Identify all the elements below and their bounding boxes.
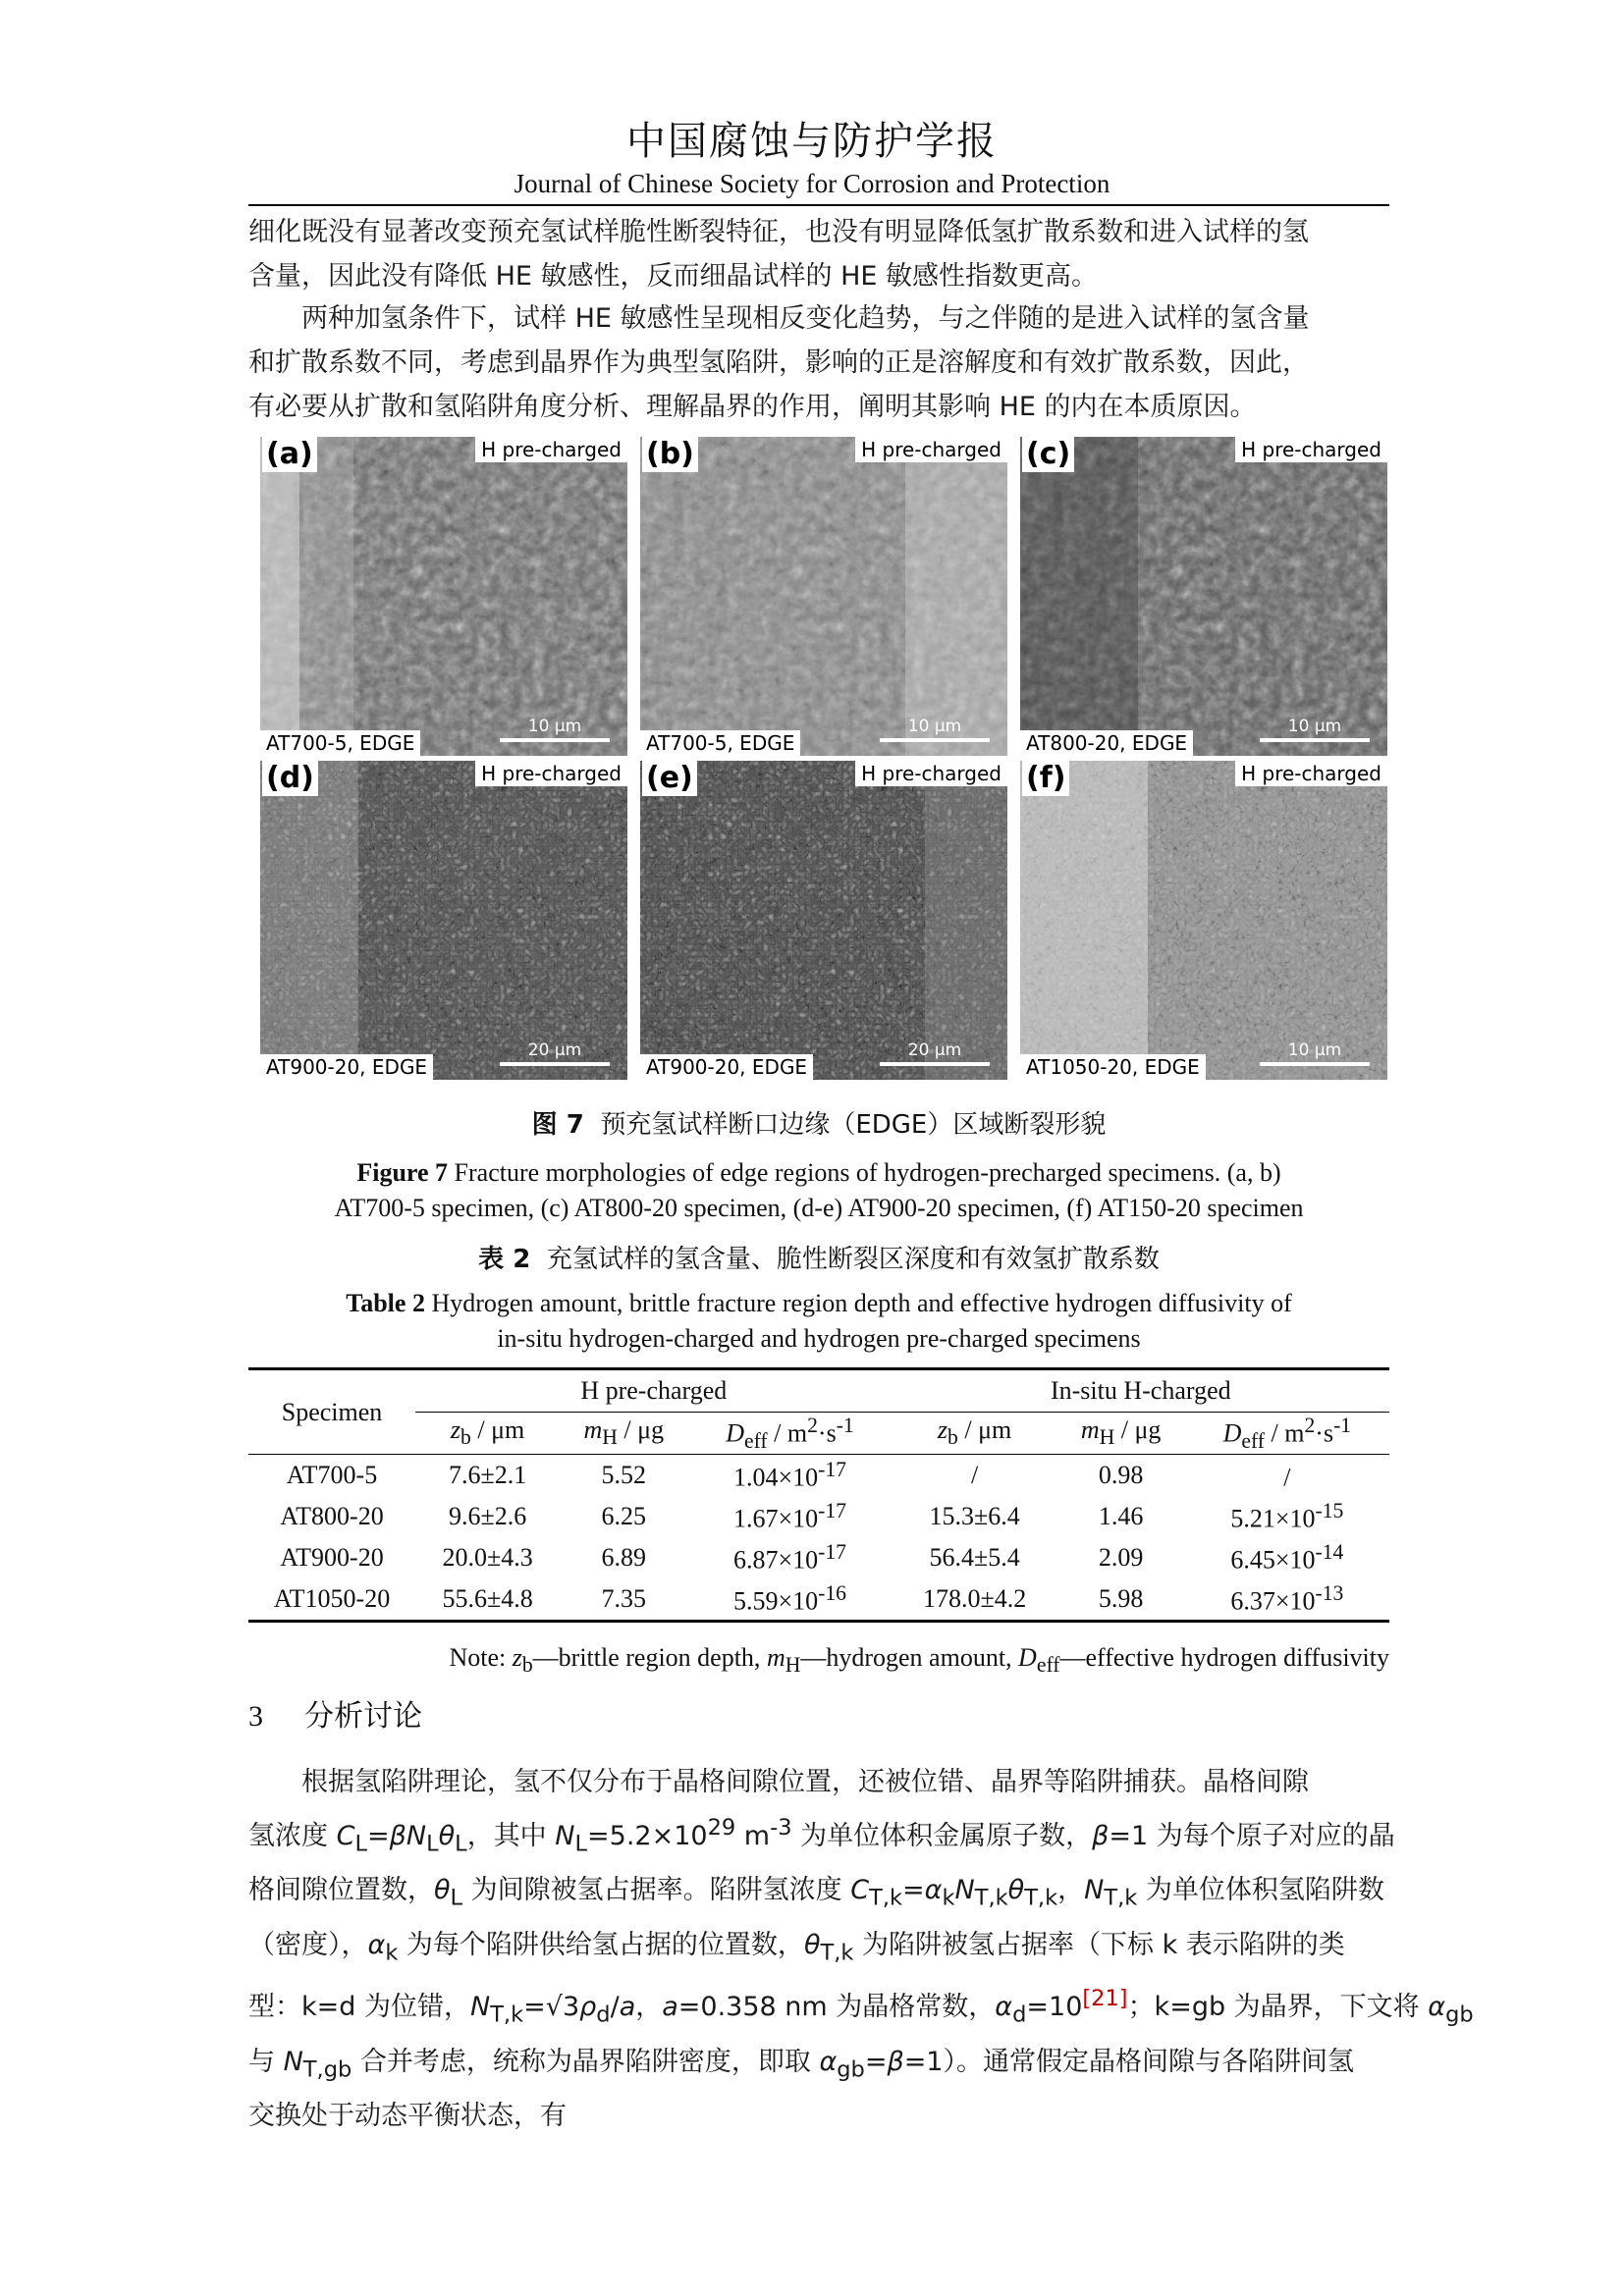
panel-label: (b) — [642, 437, 698, 472]
cell: 15.3±6.4 — [929, 1502, 1020, 1530]
cell — [687, 1578, 892, 1622]
panel-label: (d) — [262, 761, 318, 796]
cell: 1.46 — [1098, 1502, 1144, 1530]
cell: 6.89 — [601, 1543, 647, 1572]
paragraph-line: 有必要从扩散和氢陷阱角度分析、理解晶界的作用，阐明其影响 HE 的内在本质原因。 — [248, 392, 1257, 422]
col-mh: $m_H$ / μg — [560, 1413, 687, 1455]
cell: 5.52 — [601, 1461, 647, 1489]
table-caption-en — [248, 1286, 1389, 1357]
header-rule — [248, 204, 1389, 206]
sem-image — [260, 761, 627, 1080]
sem-image — [1020, 761, 1387, 1080]
paragraph-line: 根据氢陷阱理论，氢不仅分布于晶格间隙位置，还被位错、晶界等陷阱捕获。晶格间隙 — [248, 1767, 1309, 1797]
cell: 7.35 — [560, 1578, 687, 1622]
sem-image — [260, 437, 627, 756]
cell — [1185, 1496, 1389, 1537]
scale-bar — [500, 1041, 610, 1066]
cell: 178.0±4.2 — [893, 1578, 1057, 1622]
panel-specimen: AT1050-20, EDGE — [1020, 1054, 1206, 1080]
sem-image — [640, 761, 1007, 1080]
paragraph-2 — [248, 296, 1389, 429]
cell-exponent: -17 — [818, 1540, 846, 1565]
paragraph-line: （密度），$\alpha_k$ 为每个陷阱供给氢占据的位置数，$\theta_{T,k}$ 为陷阱被氢占据率（下标 k 表示陷阱的类 — [248, 1929, 1345, 1966]
cell-exponent: -16 — [818, 1581, 846, 1606]
cell-mantissa: / — [1283, 1463, 1291, 1492]
cell-mantissa: 5.59×10 — [732, 1586, 819, 1616]
panel-condition: H pre-charged — [475, 437, 627, 462]
paragraph-line: 细化既没有显著改变预充氢试样脆性断裂特征，也没有明显降低氢扩散系数和进入试样的氢 — [248, 217, 1309, 247]
panel-label: (c) — [1022, 437, 1074, 472]
table-row — [248, 1455, 1389, 1497]
panel-condition: H pre-charged — [855, 761, 1007, 786]
scale-bar — [1260, 717, 1370, 742]
cell: AT800-20 — [280, 1502, 384, 1530]
paragraph-line: 两种加氢条件下，试样 HE 敏感性呈现相反变化趋势，与之伴随的是进入试样的氢含量 — [248, 303, 1310, 334]
caption-text: in-situ hydrogen-charged and hydrogen pre-charged specimens — [497, 1324, 1141, 1353]
panel-specimen: AT800-20, EDGE — [1020, 730, 1193, 756]
journal-title-en: Journal of Chinese Society for Corrosion and Protection — [514, 169, 1110, 198]
table-caption-cn — [248, 1242, 1389, 1277]
scale-bar — [1260, 1041, 1370, 1066]
sem-image — [1020, 437, 1387, 756]
panel-condition: H pre-charged — [1235, 437, 1387, 462]
cell-mantissa: 1.67×10 — [732, 1504, 819, 1533]
sem-panel-e — [640, 761, 1007, 1080]
panel-specimen: AT700-5, EDGE — [640, 730, 800, 756]
caption-text: AT700-5 specimen, (c) AT800-20 specimen, (d-e) AT900-20 specimen, (f) AT150-20 specimen — [334, 1194, 1304, 1222]
scale-label: 10 μm — [1287, 717, 1342, 736]
cell: 7.6±2.1 — [448, 1461, 527, 1489]
panel-condition: H pre-charged — [475, 761, 627, 786]
cell: / — [970, 1461, 979, 1489]
cell-exponent: -14 — [1315, 1540, 1344, 1565]
cell: 2.09 — [1098, 1543, 1144, 1572]
cell-exponent: -15 — [1315, 1499, 1344, 1523]
group-header-insitu: In-situ H-charged — [893, 1369, 1389, 1413]
scale-bar — [880, 717, 990, 742]
caption-text: 充氢试样的氢含量、脆性断裂区深度和有效氢扩散系数 — [546, 1245, 1160, 1274]
col-zb: $z_b$ / μm — [893, 1413, 1057, 1455]
cell: 9.6±2.6 — [448, 1502, 527, 1530]
paragraph-1 — [248, 210, 1389, 298]
data-table — [248, 1367, 1389, 1623]
sem-panel-b — [640, 437, 1007, 756]
cell-mantissa: 6.87×10 — [732, 1545, 819, 1575]
cell-mantissa: 6.37×10 — [1230, 1586, 1316, 1616]
cell: AT900-20 — [280, 1543, 384, 1572]
table-row — [248, 1496, 1389, 1537]
scale-bar — [880, 1041, 990, 1066]
cell-exponent: -17 — [818, 1499, 846, 1523]
paragraph-line: 含量，因此没有降低 HE 敏感性，反而细晶试样的 HE 敏感性指数更高。 — [248, 261, 1099, 292]
table-number: Table 2 — [346, 1289, 425, 1317]
col-deff: $D_{eff} / m^2\cdot s^{-1}$ — [687, 1413, 892, 1455]
sem-panel-f — [1020, 761, 1387, 1080]
table-row — [248, 1537, 1389, 1578]
group-header-precharged: H pre-charged — [415, 1369, 893, 1413]
caption-text: 预充氢试样断口边缘（EDGE）区域断裂形貌 — [600, 1110, 1107, 1140]
figure-number: 图 7 — [531, 1110, 584, 1140]
cell: 0.98 — [1098, 1461, 1144, 1489]
caption-text: Hydrogen amount, brittle fracture region depth and effective hydrogen diffusivity of — [431, 1289, 1292, 1317]
cell: 5.98 — [1057, 1578, 1185, 1622]
cell-mantissa: 6.45×10 — [1230, 1545, 1316, 1575]
cell — [1185, 1578, 1389, 1622]
cell — [687, 1496, 892, 1537]
cell — [1185, 1455, 1389, 1497]
scale-label: 10 μm — [527, 717, 582, 736]
scale-label: 10 μm — [907, 717, 962, 736]
paragraph-line: 与 $N_{T,gb}$ 合并考虑，统称为晶界陷阱密度，即取 $\alpha_{gb}=\beta=1$）。通常假定晶格间隙与各陷阱间氢 — [248, 2046, 1354, 2082]
panel-specimen: AT900-20, EDGE — [640, 1054, 813, 1080]
cell-mantissa: 5.21×10 — [1230, 1504, 1316, 1533]
table-note: Note: $z_b—brittle$ region depth, $m_H—hydrogen$ amount, $D_{eff}—effective$ hydrogen diffusivity — [449, 1643, 1389, 1678]
panel-condition: H pre-charged — [855, 437, 1007, 462]
figure-number: Figure 7 — [356, 1158, 449, 1187]
scale-label: 20 μm — [527, 1041, 582, 1060]
figure-caption-cn — [248, 1107, 1389, 1143]
scale-label: 10 μm — [1287, 1041, 1342, 1060]
figure-caption-en — [248, 1155, 1389, 1226]
paragraph-line: 型：k=d 为位错，$N_{T,k}=√3\rho_d/a$，a=0.358 nm 为晶格常数，$\alpha_d=10[21]$；k=gb 为晶界，下文将 $\alpha_{gb}$ — [248, 1986, 1474, 2028]
cell-exponent: -13 — [1315, 1581, 1344, 1606]
panel-specimen: AT900-20, EDGE — [260, 1054, 433, 1080]
scale-label: 20 μm — [907, 1041, 962, 1060]
sem-panel-a — [260, 437, 627, 756]
section-heading — [248, 1691, 422, 1735]
caption-text: Fracture morphologies of edge regions of hydrogen-precharged specimens. (a, b) — [454, 1158, 1281, 1187]
cell: 20.0±4.3 — [442, 1543, 533, 1572]
cell: 55.6±4.8 — [415, 1578, 560, 1622]
sem-panel-c — [1020, 437, 1387, 756]
panel-label: (f) — [1022, 761, 1069, 796]
panel-condition: H pre-charged — [1235, 761, 1387, 786]
cell-exponent: -17 — [818, 1458, 846, 1482]
sem-image — [640, 437, 1007, 756]
col-specimen: Specimen — [248, 1369, 415, 1455]
col-mh: $m_H$ / μg — [1057, 1413, 1185, 1455]
cell: AT700-5 — [286, 1461, 378, 1489]
paragraph-line: 氢浓度 $C_L=\beta N_L\theta_L$，其中 $N_L=5.2\times 10^{29}$ $m^{-3}$ 为单位体积金属原子数，β=1 为每个原子对应的晶 — [248, 1815, 1395, 1857]
cell — [1185, 1537, 1389, 1578]
section-title: 分析讨论 — [304, 1699, 422, 1734]
figure-7 — [260, 437, 1387, 1085]
cell: 56.4±5.4 — [929, 1543, 1020, 1572]
col-deff: $D_{eff} / m^2\cdot s^{-1}$ — [1185, 1413, 1389, 1455]
paragraph-line: 和扩散系数不同，考虑到晶界作为典型氢陷阱，影响的正是溶解度和有效扩散系数，因此， — [248, 347, 1309, 378]
paragraph-line: 交换处于动态平衡状态，有 — [248, 2100, 567, 2131]
paragraph-line: 格间隙位置数，$\theta_L$ 为间隙被氢占据率。陷阱氢浓度 $C_{T,k}=\alpha_kN_{T,k}\theta_{T,k}$，$N_{T,k}$ 为单位体积氢陷阱数 — [248, 1875, 1384, 1911]
table-number: 表 2 — [478, 1245, 531, 1274]
cell — [687, 1537, 892, 1578]
table-row — [248, 1578, 1389, 1622]
panel-specimen: AT700-5, EDGE — [260, 730, 420, 756]
sem-panel-d — [260, 761, 627, 1080]
paragraph-3 — [248, 1759, 1474, 2139]
panel-label: (e) — [642, 761, 697, 796]
scale-bar — [500, 717, 610, 742]
section-number: 3 — [248, 1700, 263, 1733]
panel-label: (a) — [262, 437, 317, 472]
cell — [687, 1455, 892, 1497]
cell-mantissa: 1.04×10 — [732, 1463, 819, 1492]
cell: AT1050-20 — [248, 1578, 415, 1622]
journal-title-cn: 中国腐蚀与防护学报 — [626, 119, 998, 164]
cell: 6.25 — [601, 1502, 647, 1530]
col-zb: $z_b$ / μm — [415, 1413, 560, 1455]
